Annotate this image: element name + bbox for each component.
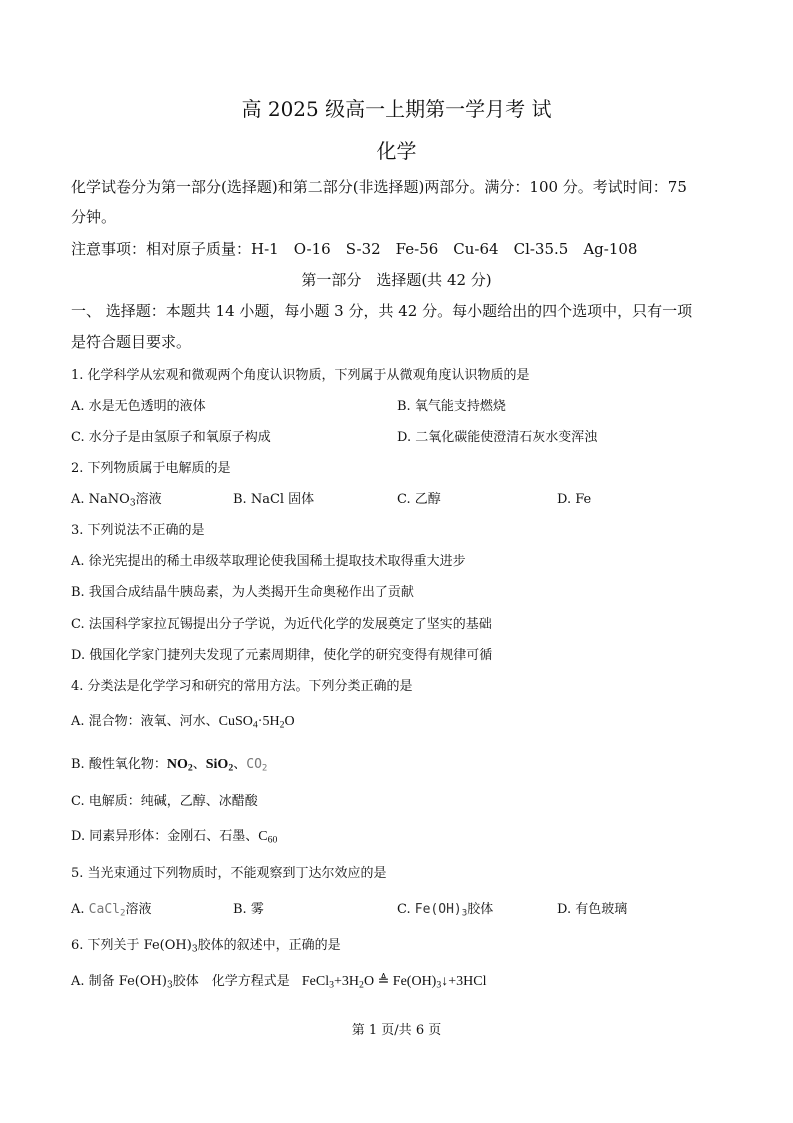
question-6-option-a: A. 制备 $Fe(OH)_3$胶体 化学方程式是 $FeCl_3+3H_2O$ ≜ $Fe(OH)_3↓+3HCl$	[71, 974, 487, 991]
intro-line-1: 化学试卷分为第一部分(选择题)和第二部分(非选择题)两部分。满分：100 分。考试时间：75	[71, 178, 687, 196]
question-2-option-b: B. NaCl 固体	[233, 492, 315, 507]
question-5-option-b: B. 雾	[233, 902, 264, 917]
question-3-option-d: D. 俄国化学家门捷列夫发现了元素周期律，使化学的研究变得有规律可循	[71, 648, 493, 663]
question-2-option-c: C. 乙醇	[397, 492, 441, 507]
question-5-stem: 5. 当光束通过下列物质时，不能观察到丁达尔效应的是	[71, 866, 387, 881]
question-2-stem: 2. 下列物质属于电解质的是	[71, 461, 231, 476]
intro-line-2: 分钟。	[71, 208, 117, 226]
subject-heading: 化学	[376, 139, 417, 163]
page-footer: 第 1 页/共 6 页	[351, 1023, 442, 1038]
section-header: 第一部分 选择题(共 42 分)	[301, 271, 492, 289]
question-1-stem: 1. 化学科学从宏观和微观两个角度认识物质，下列属于从微观角度认识物质的是	[71, 368, 530, 383]
question-3-option-c: C. 法国科学家拉瓦锡提出分子学说，为近代化学的发展奠定了坚实的基础	[71, 617, 492, 632]
question-3-option-a: A. 徐光宪提出的稀土串级萃取理论使我国稀土提取技术取得重大进步	[71, 554, 466, 569]
question-4-option-d: D. 同素异形体：金刚石、石墨、$C_{60}$	[71, 829, 278, 846]
section-instructions-2: 是符合题目要求。	[71, 333, 192, 351]
question-1-option-d: D. 二氧化碳能使澄清石灰水变浑浊	[397, 430, 598, 445]
question-4-option-b: B. 酸性氧化物：$NO_2$、SiO$_2$、$CO_2$	[71, 757, 268, 774]
question-4-stem: 4. 分类法是化学学习和研究的常用方法。下列分类正确的是	[71, 679, 413, 694]
notes-atomic-masses: 注意事项：相对原子质量：H-1 O-16 S-32 Fe-56 Cu-64 Cl-35.5 Ag-108	[71, 240, 638, 258]
question-5-option-a: A. CaCl$_2$溶液	[71, 902, 152, 919]
question-1-option-b: B. 氧气能支持燃烧	[397, 399, 506, 414]
question-1-option-a: A. 水是无色透明的液体	[71, 399, 206, 414]
question-3-option-b: B. 我国合成结晶牛胰岛素，为人类揭开生命奥秘作出了贡献	[71, 585, 414, 600]
question-2-option-a: A. NaNO$_3$溶液	[71, 492, 162, 509]
question-2-option-d: D. Fe	[557, 492, 592, 507]
section-instructions-1: 一、 选择题：本题共 14 小题，每小题 3 分，共 42 分。每小题给出的四个选项中，只有一项	[71, 302, 693, 320]
question-3-stem: 3. 下列说法不正确的是	[71, 523, 205, 538]
exam-title: 高 2025 级高一上期第一学月考 试	[241, 97, 552, 121]
question-5-option-c: C. $Fe(OH)_3$胶体	[397, 902, 494, 919]
question-1-option-c: C. 水分子是由氢原子和氧原子构成	[71, 430, 271, 445]
question-4-option-c: C. 电解质：纯碱，乙醇、冰醋酸	[71, 794, 258, 809]
question-4-option-a: A. 混合物：液氧、河水、$CuSO_4\cdot 5H_2O$	[71, 714, 295, 731]
question-6-stem: 6. 下列关于 $Fe(OH)_3$胶体的叙述中，正确的是	[71, 938, 341, 955]
question-5-option-d: D. 有色玻璃	[557, 902, 628, 917]
